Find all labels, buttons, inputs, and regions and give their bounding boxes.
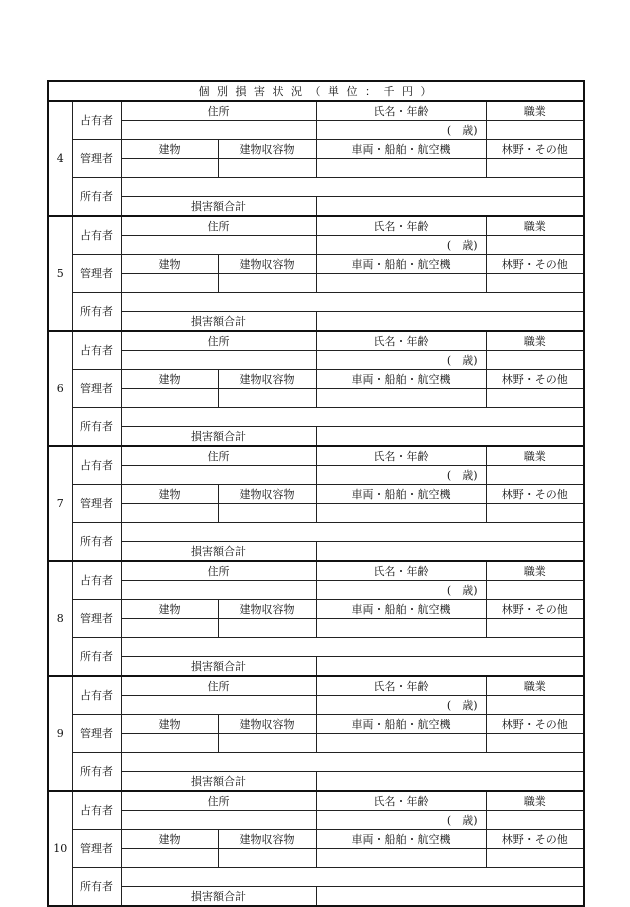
- contents-header: 建物収容物: [218, 715, 316, 734]
- section-row: [48, 351, 584, 370]
- address-field[interactable]: [121, 811, 316, 830]
- address-field[interactable]: [121, 351, 316, 370]
- section-row: [48, 216, 584, 236]
- vehicles-header: 車両・船舶・航空機: [316, 830, 486, 849]
- manager-label: 管理者: [72, 830, 121, 868]
- building-field[interactable]: [121, 274, 218, 293]
- section-row: [48, 121, 584, 140]
- section-row: [48, 159, 584, 178]
- section-row: [48, 101, 584, 121]
- contents-field[interactable]: [218, 849, 316, 868]
- section-row: [48, 753, 584, 772]
- owner-label: 所有者: [72, 178, 121, 217]
- total-field[interactable]: [316, 312, 584, 332]
- age-field[interactable]: ( 歳): [316, 696, 486, 715]
- address-field[interactable]: [121, 121, 316, 140]
- forest-other-header: 林野・その他: [486, 715, 584, 734]
- section-row: [48, 504, 584, 523]
- owner-label: 所有者: [72, 293, 121, 332]
- occupant-label: 占有者: [72, 101, 121, 140]
- contents-header: 建物収容物: [218, 600, 316, 619]
- section-row: [48, 293, 584, 312]
- section-row: [48, 178, 584, 197]
- section-row: [48, 830, 584, 849]
- blank-field[interactable]: [121, 753, 584, 772]
- occupation-field[interactable]: [486, 236, 584, 255]
- occupant-label: 占有者: [72, 446, 121, 485]
- contents-field[interactable]: [218, 619, 316, 638]
- section-row: [48, 466, 584, 485]
- contents-header: 建物収容物: [218, 830, 316, 849]
- contents-field[interactable]: [218, 159, 316, 178]
- section-row: [48, 523, 584, 542]
- section-row: [48, 657, 584, 677]
- occupant-label: 占有者: [72, 676, 121, 715]
- occupation-header: 職業: [486, 561, 584, 581]
- contents-header: 建物収容物: [218, 370, 316, 389]
- forest-other-field[interactable]: [486, 849, 584, 868]
- building-header: 建物: [121, 485, 218, 504]
- owner-label: 所有者: [72, 523, 121, 562]
- manager-label: 管理者: [72, 600, 121, 638]
- contents-field[interactable]: [218, 274, 316, 293]
- address-field[interactable]: [121, 236, 316, 255]
- occupation-header: 職業: [486, 331, 584, 351]
- vehicles-header: 車両・船舶・航空機: [316, 715, 486, 734]
- section-row: [48, 600, 584, 619]
- occupant-label: 占有者: [72, 791, 121, 830]
- damage-status-form: [47, 80, 585, 907]
- address-header: 住所: [121, 561, 316, 581]
- section-row: [48, 446, 584, 466]
- section-row: [48, 542, 584, 562]
- contents-header: 建物収容物: [218, 485, 316, 504]
- total-field[interactable]: [316, 772, 584, 792]
- section-row: [48, 772, 584, 792]
- building-header: 建物: [121, 600, 218, 619]
- section-row: [48, 791, 584, 811]
- building-field[interactable]: [121, 619, 218, 638]
- owner-label: 所有者: [72, 868, 121, 907]
- address-header: 住所: [121, 216, 316, 236]
- manager-label: 管理者: [72, 370, 121, 408]
- total-label: 損害額合計: [121, 197, 316, 217]
- section-row: [48, 140, 584, 159]
- section-row: [48, 581, 584, 600]
- vehicles-field[interactable]: [316, 734, 486, 753]
- section-row: [48, 696, 584, 715]
- occupation-field[interactable]: [486, 581, 584, 600]
- section-row: [48, 312, 584, 332]
- vehicles-header: 車両・船舶・航空機: [316, 255, 486, 274]
- age-field[interactable]: ( 歳): [316, 581, 486, 600]
- building-header: 建物: [121, 830, 218, 849]
- address-header: 住所: [121, 331, 316, 351]
- form-title: 個 別 損 害 状 況 （ 単 位 ： 千 円 ）: [48, 81, 584, 101]
- vehicles-field[interactable]: [316, 849, 486, 868]
- age-field[interactable]: ( 歳): [316, 121, 486, 140]
- forest-other-header: 林野・その他: [486, 255, 584, 274]
- section-number: 6: [48, 331, 72, 446]
- occupation-field[interactable]: [486, 351, 584, 370]
- section-row: [48, 811, 584, 830]
- vehicles-header: 車両・船舶・航空機: [316, 485, 486, 504]
- building-header: 建物: [121, 140, 218, 159]
- age-field[interactable]: ( 歳): [316, 811, 486, 830]
- section-row: [48, 389, 584, 408]
- forest-other-header: 林野・その他: [486, 830, 584, 849]
- building-field[interactable]: [121, 849, 218, 868]
- section-row: [48, 561, 584, 581]
- section-row: [48, 638, 584, 657]
- section-row: [48, 676, 584, 696]
- forest-other-field[interactable]: [486, 504, 584, 523]
- blank-field[interactable]: [121, 293, 584, 312]
- vehicles-field[interactable]: [316, 389, 486, 408]
- owner-label: 所有者: [72, 638, 121, 677]
- section-number: 8: [48, 561, 72, 676]
- owner-label: 所有者: [72, 408, 121, 447]
- section-number: 4: [48, 101, 72, 216]
- name-age-header: 氏名・年齢: [316, 791, 486, 811]
- forest-other-field[interactable]: [486, 619, 584, 638]
- occupation-header: 職業: [486, 101, 584, 121]
- section-row: [48, 255, 584, 274]
- contents-field[interactable]: [218, 734, 316, 753]
- total-field[interactable]: [316, 542, 584, 562]
- section-row: [48, 370, 584, 389]
- forest-other-header: 林野・その他: [486, 370, 584, 389]
- occupation-header: 職業: [486, 791, 584, 811]
- blank-field[interactable]: [121, 178, 584, 197]
- section-row: [48, 331, 584, 351]
- section-row: [48, 868, 584, 887]
- name-age-header: 氏名・年齢: [316, 331, 486, 351]
- address-header: 住所: [121, 101, 316, 121]
- address-header: 住所: [121, 446, 316, 466]
- occupation-field[interactable]: [486, 121, 584, 140]
- vehicles-field[interactable]: [316, 619, 486, 638]
- contents-header: 建物収容物: [218, 255, 316, 274]
- building-field[interactable]: [121, 389, 218, 408]
- occupation-header: 職業: [486, 676, 584, 696]
- building-header: 建物: [121, 715, 218, 734]
- vehicles-header: 車両・船舶・航空機: [316, 600, 486, 619]
- occupation-header: 職業: [486, 216, 584, 236]
- section-row: [48, 734, 584, 753]
- age-field[interactable]: ( 歳): [316, 466, 486, 485]
- blank-field[interactable]: [121, 408, 584, 427]
- manager-label: 管理者: [72, 140, 121, 178]
- blank-field[interactable]: [121, 523, 584, 542]
- address-field[interactable]: [121, 581, 316, 600]
- section-number: 5: [48, 216, 72, 331]
- forest-other-field[interactable]: [486, 274, 584, 293]
- manager-label: 管理者: [72, 485, 121, 523]
- section-row: [48, 427, 584, 447]
- total-label: 損害額合計: [121, 772, 316, 792]
- section-row: [48, 715, 584, 734]
- section-row: [48, 408, 584, 427]
- forest-other-header: 林野・その他: [486, 600, 584, 619]
- total-label: 損害額合計: [121, 657, 316, 677]
- section-row: [48, 849, 584, 868]
- name-age-header: 氏名・年齢: [316, 216, 486, 236]
- building-field[interactable]: [121, 159, 218, 178]
- section-row: [48, 619, 584, 638]
- contents-field[interactable]: [218, 389, 316, 408]
- vehicles-header: 車両・船舶・航空機: [316, 140, 486, 159]
- occupant-label: 占有者: [72, 216, 121, 255]
- address-field[interactable]: [121, 696, 316, 715]
- manager-label: 管理者: [72, 715, 121, 753]
- total-field[interactable]: [316, 887, 584, 907]
- vehicles-field[interactable]: [316, 159, 486, 178]
- section-row: [48, 197, 584, 217]
- age-field[interactable]: ( 歳): [316, 236, 486, 255]
- section-number: 10: [48, 791, 72, 906]
- vehicles-header: 車両・船舶・航空機: [316, 370, 486, 389]
- total-label: 損害額合計: [121, 887, 316, 907]
- name-age-header: 氏名・年齢: [316, 446, 486, 466]
- section-row: [48, 274, 584, 293]
- section-row: [48, 485, 584, 504]
- total-field[interactable]: [316, 197, 584, 217]
- total-label: 損害額合計: [121, 542, 316, 562]
- age-field[interactable]: ( 歳): [316, 351, 486, 370]
- blank-field[interactable]: [121, 868, 584, 887]
- forest-other-field[interactable]: [486, 734, 584, 753]
- occupant-label: 占有者: [72, 331, 121, 370]
- building-field[interactable]: [121, 504, 218, 523]
- forest-other-field[interactable]: [486, 159, 584, 178]
- blank-field[interactable]: [121, 638, 584, 657]
- forest-other-field[interactable]: [486, 389, 584, 408]
- owner-label: 所有者: [72, 753, 121, 792]
- forest-other-header: 林野・その他: [486, 140, 584, 159]
- contents-field[interactable]: [218, 504, 316, 523]
- total-label: 損害額合計: [121, 312, 316, 332]
- building-field[interactable]: [121, 734, 218, 753]
- address-field[interactable]: [121, 466, 316, 485]
- vehicles-field[interactable]: [316, 274, 486, 293]
- total-field[interactable]: [316, 657, 584, 677]
- section-number: 9: [48, 676, 72, 791]
- occupation-header: 職業: [486, 446, 584, 466]
- address-header: 住所: [121, 791, 316, 811]
- address-header: 住所: [121, 676, 316, 696]
- total-field[interactable]: [316, 427, 584, 447]
- building-header: 建物: [121, 255, 218, 274]
- name-age-header: 氏名・年齢: [316, 676, 486, 696]
- contents-header: 建物収容物: [218, 140, 316, 159]
- manager-label: 管理者: [72, 255, 121, 293]
- occupant-label: 占有者: [72, 561, 121, 600]
- forest-other-header: 林野・その他: [486, 485, 584, 504]
- occupation-field[interactable]: [486, 811, 584, 830]
- total-label: 損害額合計: [121, 427, 316, 447]
- occupation-field[interactable]: [486, 696, 584, 715]
- section-row: [48, 887, 584, 907]
- name-age-header: 氏名・年齢: [316, 101, 486, 121]
- occupation-field[interactable]: [486, 466, 584, 485]
- name-age-header: 氏名・年齢: [316, 561, 486, 581]
- vehicles-field[interactable]: [316, 504, 486, 523]
- building-header: 建物: [121, 370, 218, 389]
- section-number: 7: [48, 446, 72, 561]
- section-row: [48, 236, 584, 255]
